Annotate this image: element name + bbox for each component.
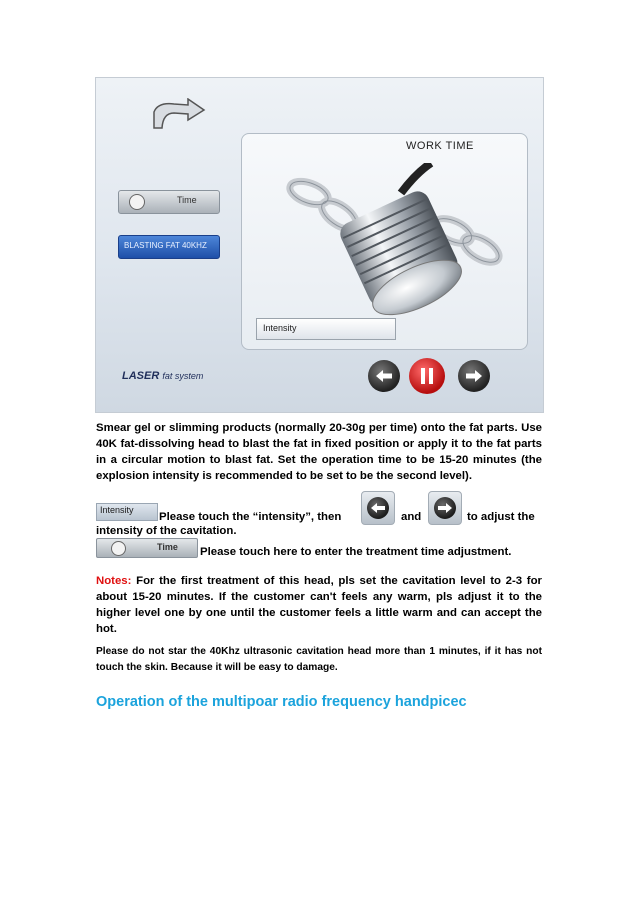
intensity-button[interactable]: [256, 318, 396, 340]
notes-text: For the first treatment of this head, pls set the cavitation level to 2-3 for about 15-20 minutes. If the customer can't feels any warm, pls adjust it to the higher level one by one until the customer feels a little warm and can accept the hot.: [96, 575, 542, 635]
intensity-instruction-d: intensity of the cavitation.: [96, 525, 237, 537]
right-arrow-icon: [434, 497, 456, 519]
clock-icon: [111, 541, 126, 556]
brand-label: [122, 370, 203, 382]
work-time-label: WORK TIME: [406, 140, 474, 152]
clock-icon: [129, 194, 145, 210]
intensity-label: Intensity: [263, 323, 297, 333]
time-chip-label: Time: [157, 542, 178, 552]
left-arrow-icon: [368, 360, 400, 392]
section-heading: Operation of the multipoar radio frequency handpicec: [96, 694, 467, 710]
pause-icon: [409, 358, 445, 394]
instruction-paragraph: Smear gel or slimming products (normally 20-30g per time) onto the fat parts. Use 40K fat-dissolving head to blast the fat in fixed position or apply it to the fat parts in a circular motion to blast fat. Set the operation time to be 15-20 minutes (the explosion intensity is recommended to be set to be the second level).: [96, 422, 542, 482]
notes-label: Notes:: [96, 575, 132, 587]
time-button[interactable]: [118, 190, 220, 214]
brand-name: LASER: [122, 370, 160, 382]
time-instruction: Please touch here to enter the treatment time adjustment.: [200, 546, 512, 558]
left-arrow-icon: [367, 497, 389, 519]
intensity-instruction-a: Please touch the “intensity”, then: [159, 511, 342, 523]
device-screen-image: [95, 77, 544, 413]
right-arrow-icon: [458, 360, 490, 392]
pause-button[interactable]: [409, 358, 445, 394]
intensity-chip-label: Intensity: [100, 505, 134, 515]
intensity-instruction-c: to adjust the: [467, 511, 535, 523]
notes-paragraph: [96, 573, 542, 637]
right-arrow-chip-image: [428, 491, 462, 525]
intensity-instruction-b: and: [401, 511, 422, 523]
back-arrow-icon[interactable]: [148, 98, 206, 134]
time-chip-image: [96, 538, 198, 558]
intensity-chip-image: [96, 503, 158, 521]
cavitation-head-image: [281, 163, 521, 333]
left-arrow-chip-image: [361, 491, 395, 525]
warning-paragraph: Please do not star the 40Khz ultrasonic cavitation head more than 1 minutes, if it has not touch the skin. Because it will be easy to damage.: [96, 646, 542, 673]
blasting-fat-button[interactable]: [118, 235, 220, 259]
blasting-fat-label: BLASTING FAT 40KHZ: [124, 241, 207, 250]
time-button-label: Time: [177, 195, 197, 205]
left-arrow-button[interactable]: [368, 360, 400, 392]
brand-sub: fat system: [162, 371, 204, 381]
right-arrow-button[interactable]: [458, 360, 490, 392]
